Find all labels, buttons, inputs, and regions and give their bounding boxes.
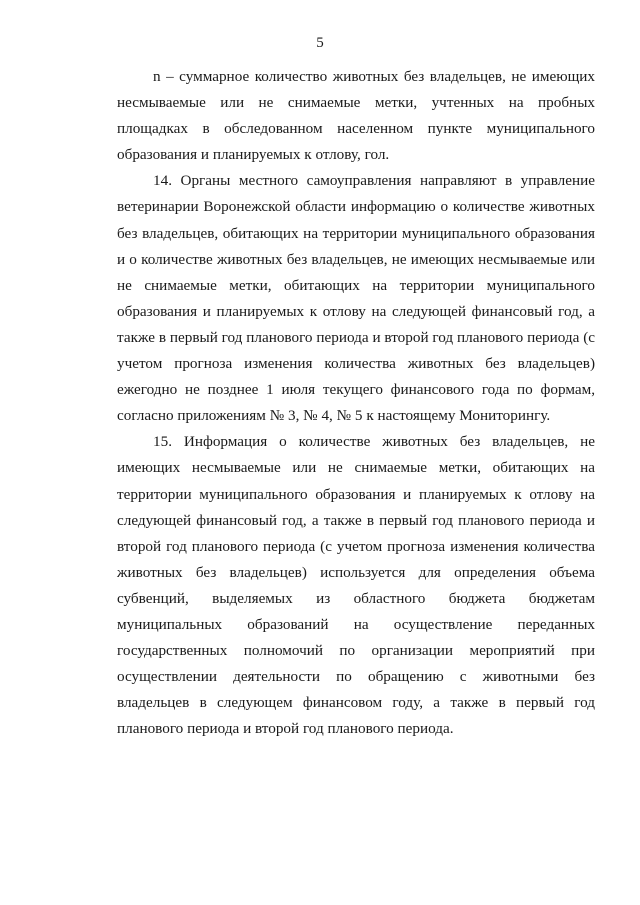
page-number: 5	[316, 35, 324, 51]
paragraph-15: 15. Информация о количестве животных без владельцев, не имеющих несмываемые или не снимаемые метки, обитающих на территории муниципального образования и планируемых к отлову на следующей финансовый год, а также в первый год планового периода и второй год планового периода (с учетом прогноза изменения количества животных без владельцев) используется для определения объема субвенций, выделяемых из областного бюджета бюджетам муниципальных образований на осуществление переданных государственных полномочий по организации мероприятий при осуществлении деятельности по обращению с животными без владельцев в следующем финансовом году, а также в первый год планового периода и второй год планового периода.	[117, 433, 595, 738]
document-body	[117, 64, 595, 742]
paragraph-14: 14. Органы местного самоуправления направляют в управление ветеринарии Воронежской области информацию о количестве животных без владельцев, обитающих на территории муниципального образования и о количестве животных без владельцев, не имеющих несмываемые или не снимаемые метки, обитающих на территории муниципального образования и планируемых к отлову на следующей финансовый год, а также в первый год планового периода и второй год планового периода (с учетом прогноза изменения количества животных без владельцев) ежегодно не позднее 1 июля текущего финансового года по формам, согласно приложениям № 3, № 4, № 5 к настоящему Мониторингу.	[117, 172, 595, 425]
paragraph-definition-n: n – суммарное количество животных без владельцев, не имеющих несмываемые или не снимаемые метки, учтенных на пробных площадках в обследованном населенном пункте муниципального образования и планируемых к отлову, гол.	[117, 68, 595, 164]
